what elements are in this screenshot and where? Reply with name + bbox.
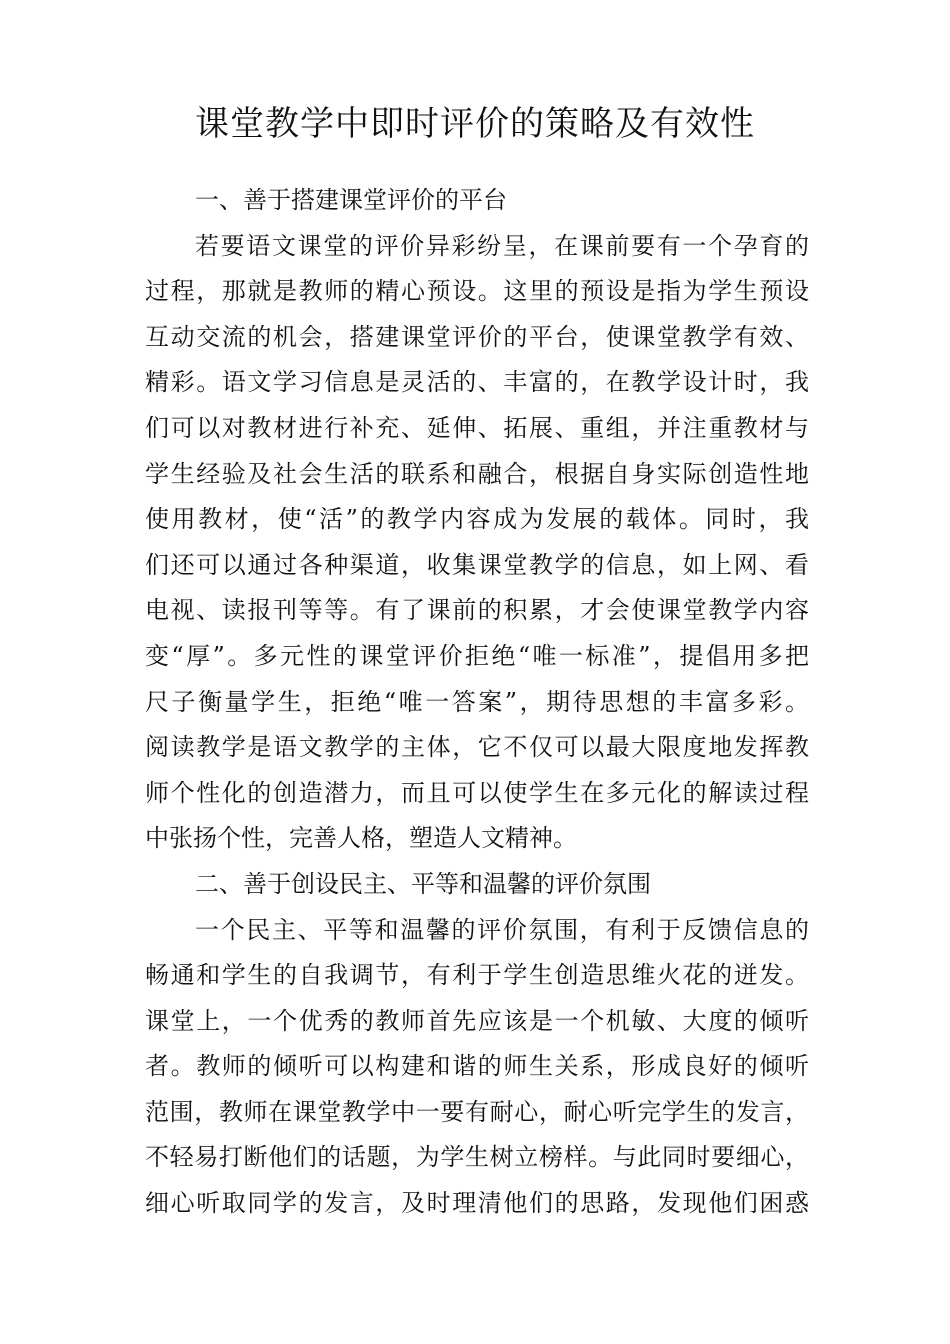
paragraph-line: 不轻易打断他们的话题，为学生树立榜样。与此同时要细心，: [145, 1143, 809, 1172]
section-heading-2: 二、善于创设民主、平等和温馨的评价氛围: [195, 869, 651, 898]
paragraph-line: 使用教材，使“活”的教学内容成为发展的载体。同时，我: [145, 505, 809, 534]
paragraph-line: 精彩。语文学习信息是灵活的、丰富的，在教学设计时，我: [145, 368, 809, 397]
paragraph-line: 阅读教学是语文教学的主体，它不仅可以最大限度地发挥教: [145, 733, 809, 762]
paragraph-line: 一个民主、平等和温馨的评价氛围，有利于反馈信息的: [195, 915, 809, 944]
paragraph-line: 变“厚”。多元性的课堂评价拒绝“唯一标准”，提倡用多把: [145, 641, 809, 670]
paragraph-line: 们还可以通过各种渠道，收集课堂教学的信息，如上网、看: [145, 550, 809, 579]
paragraph-line: 若要语文课堂的评价异彩纷呈，在课前要有一个孕育的: [195, 231, 809, 260]
paragraph-line: 中张扬个性，完善人格，塑造人文精神。: [145, 824, 577, 853]
paragraph-line: 者。教师的倾听可以构建和谐的师生关系，形成良好的倾听: [145, 1052, 809, 1081]
paragraph-line: 电视、读报刊等等。有了课前的积累，才会使课堂教学内容: [145, 596, 809, 625]
paragraph-line: 范围，教师在课堂教学中一要有耐心，耐心听完学生的发言，: [145, 1097, 809, 1126]
paragraph-line: 畅通和学生的自我调节，有利于学生创造思维火花的迸发。: [145, 961, 809, 990]
paragraph-line: 细心听取同学的发言，及时理清他们的思路，发现他们困惑: [145, 1189, 809, 1218]
section-heading-1: 一、善于搭建课堂评价的平台: [195, 186, 507, 214]
paragraph-line: 课堂上，一个优秀的教师首先应该是一个机敏、大度的倾听: [145, 1006, 809, 1035]
paragraph-line: 过程，那就是教师的精心预设。这里的预设是指为学生预设: [145, 277, 809, 306]
paragraph-line: 互动交流的机会，搭建课堂评价的平台，使课堂教学有效、: [145, 322, 809, 351]
paragraph-line: 师个性化的创造潜力，而且可以使学生在多元化的解读过程: [145, 778, 809, 807]
paragraph-line: 们可以对教材进行补充、延伸、拓展、重组，并注重教材与: [145, 413, 809, 442]
document-body: [145, 178, 809, 1227]
paragraph-line: 尺子衡量学生，拒绝“唯一答案”，期待思想的丰富多彩。: [145, 687, 809, 716]
paragraph-line: 学生经验及社会生活的联系和融合，根据自身实际创造性地: [145, 459, 809, 488]
document-title: 课堂教学中即时评价的策略及有效性: [195, 104, 755, 144]
